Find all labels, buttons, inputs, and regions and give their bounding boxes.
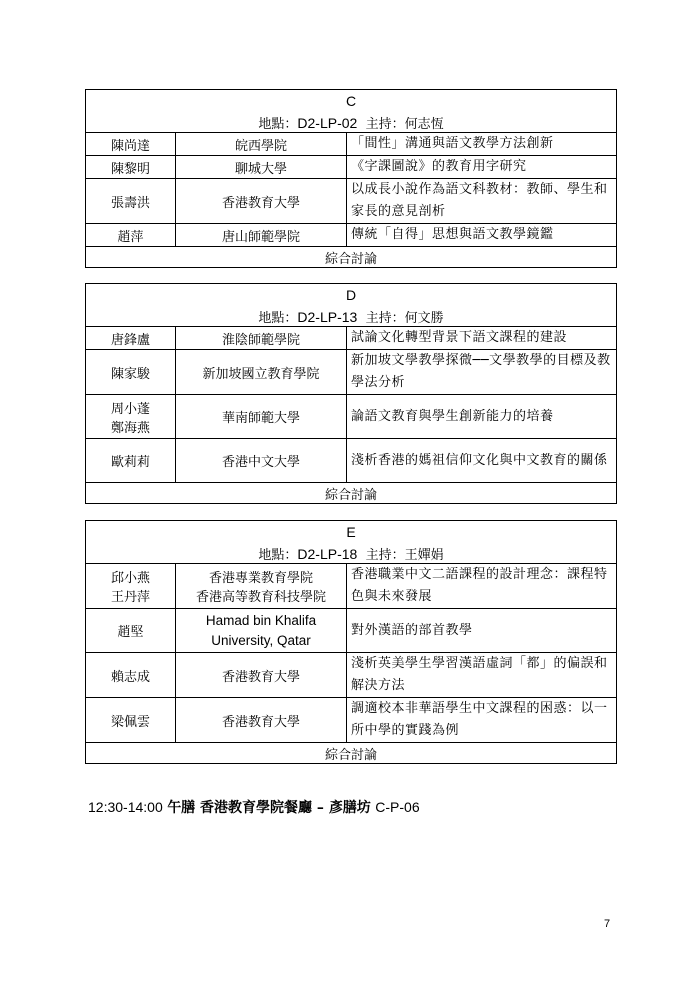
presenter-names [86, 395, 176, 439]
session-letter: E [86, 521, 617, 544]
lunch-time: 12:30-14:00 [88, 799, 163, 815]
institutions [176, 564, 347, 609]
presenter-name: 王丹萍 [110, 590, 150, 605]
session-table-d [85, 283, 617, 504]
session-letter: D [86, 284, 617, 307]
paper-topic: 淺析香港的媽祖信仰文化與中文教育的關係 [347, 439, 617, 483]
institution: 皖西學院 [176, 133, 347, 156]
presenter-name: 陳家駿 [86, 350, 176, 395]
general-discussion: 綜合討論 [86, 247, 617, 268]
lunch-label: 午膳 香港教育學院餐廳 – 彥膳坊 [167, 800, 371, 816]
institution: 香港教育大學 [176, 698, 347, 743]
location-label: 地點： [258, 310, 298, 326]
institution: 香港專業教育學院 [208, 571, 313, 586]
institution: 香港高等教育科技學院 [195, 590, 326, 605]
paper-topic: 以成長小說作為語文科教材：教師、學生和家長的意見剖析 [347, 179, 617, 224]
lunch-line [88, 797, 420, 817]
room-code: D2-LP-13 [297, 308, 358, 325]
lunch-room: C-P-06 [375, 799, 420, 815]
general-discussion: 綜合討論 [86, 743, 617, 764]
institution: 淮陰師範學院 [176, 327, 347, 350]
presenter-name: 張壽洪 [86, 179, 176, 224]
page-number: 7 [604, 918, 611, 930]
room-code: D2-LP-02 [297, 114, 358, 131]
presenter-name: 鄭海燕 [110, 420, 150, 436]
presenter-name: 賴志成 [86, 653, 176, 698]
presenter-name: 周小蓬 [110, 401, 150, 417]
session-location [86, 543, 617, 564]
institution: 香港教育大學 [176, 653, 347, 698]
paper-topic: 傳統「自得」思想與語文教學鏡鑑 [347, 224, 617, 247]
institutions [176, 609, 347, 653]
session-location [86, 112, 617, 133]
paper-topic: 對外漢語的部首教學 [347, 609, 617, 653]
paper-topic: 試論文化轉型背景下語文課程的建設 [347, 327, 617, 350]
institution: 聊城大學 [176, 156, 347, 179]
room-code: D2-LP-18 [297, 545, 358, 562]
session-location [86, 306, 617, 327]
chair: 主持：何志恆 [365, 116, 444, 132]
institution: 新加坡國立教育學院 [176, 350, 347, 395]
institution: 香港教育大學 [176, 179, 347, 224]
presenter-name: 梁佩雲 [86, 698, 176, 743]
presenter-name: 趙堅 [86, 609, 176, 653]
location-label: 地點： [258, 547, 298, 563]
institution: University, Qatar [211, 632, 311, 648]
presenter-names [86, 564, 176, 609]
institution: 香港中文大學 [176, 439, 347, 483]
presenter-name: 趙萍 [86, 224, 176, 247]
location-label: 地點： [258, 116, 298, 132]
presenter-name: 歐莉莉 [86, 439, 176, 483]
presenter-name: 陳尚達 [86, 133, 176, 156]
institution: 唐山師範學院 [176, 224, 347, 247]
paper-topic: 淺析英美學生學習漢語虛詞「都」的偏誤和解決方法 [347, 653, 617, 698]
session-letter: C [86, 90, 617, 113]
chair: 主持：何文勝 [365, 310, 444, 326]
presenter-name: 唐鋒盧 [86, 327, 176, 350]
paper-topic: 「間性」溝通與語文教學方法創新 [347, 133, 617, 156]
session-table-c [85, 89, 617, 268]
paper-topic: 論語文教育與學生創新能力的培養 [347, 395, 617, 439]
general-discussion: 綜合討論 [86, 483, 617, 504]
presenter-name: 邱小燕 [110, 571, 150, 586]
institution: 華南師範大學 [176, 395, 347, 439]
presenter-name: 陳黎明 [86, 156, 176, 179]
chair: 主持：王嬋娟 [365, 547, 444, 563]
paper-topic: 新加坡文學教學探微──文學教學的目標及教學法分析 [347, 350, 617, 395]
paper-topic: 《字課圖說》的教育用字研究 [347, 156, 617, 179]
session-table-e [85, 520, 617, 764]
paper-topic: 香港職業中文二語課程的設計理念：課程特色與未來發展 [347, 564, 617, 609]
paper-topic: 調適校本非華語學生中文課程的困惑：以一所中學的實踐為例 [347, 698, 617, 743]
institution: Hamad bin Khalifa [205, 612, 317, 628]
